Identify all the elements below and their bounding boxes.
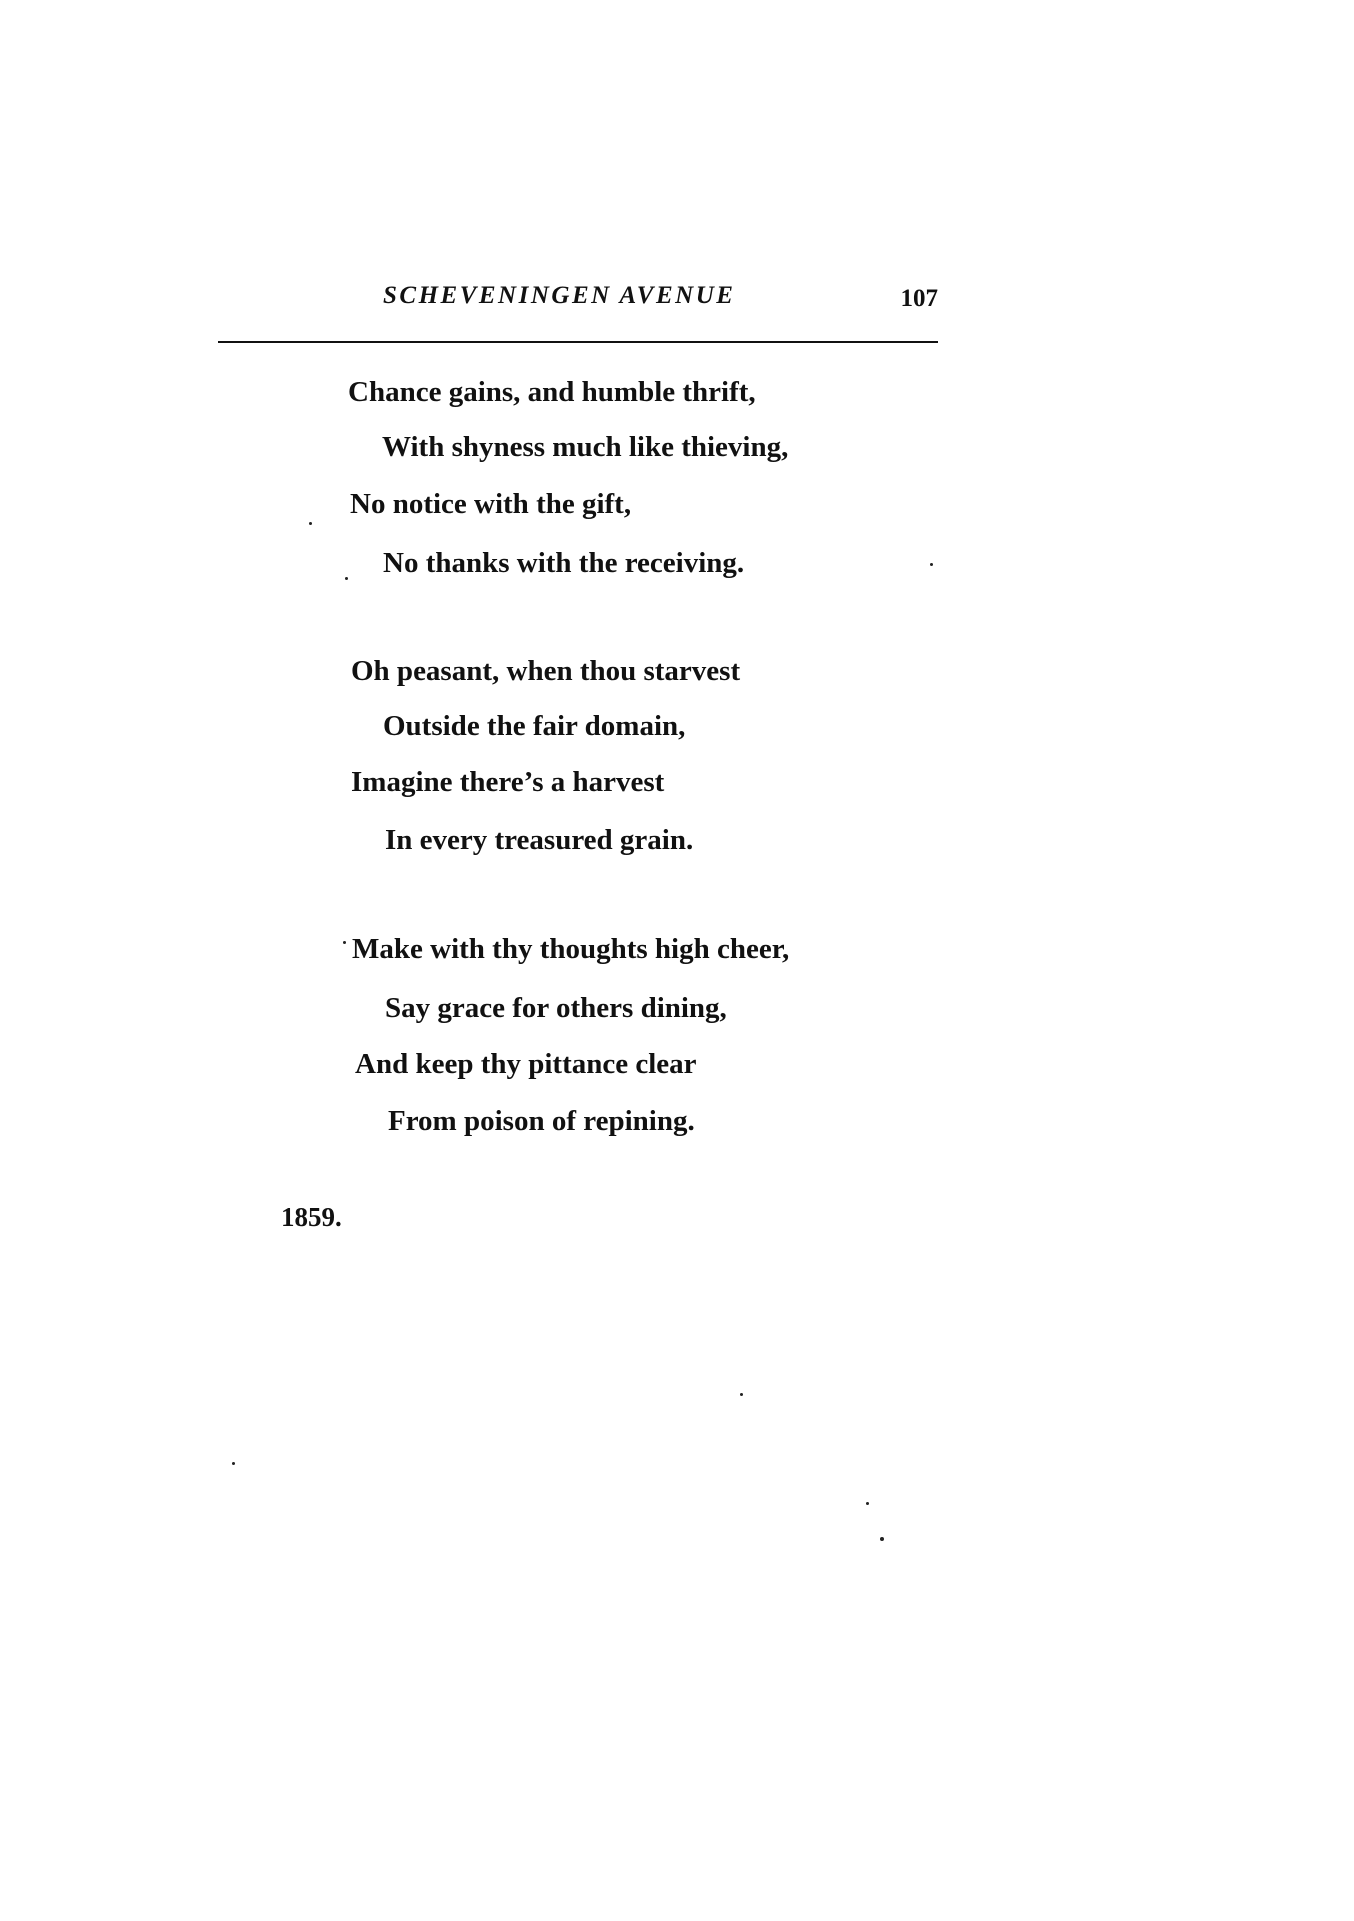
poem-line: No notice with the gift, (350, 488, 632, 520)
poem-line: Imagine there’s a harvest (351, 766, 665, 798)
poem-line: In every treasured grain. (385, 824, 694, 856)
header-rule (218, 341, 938, 343)
scan-speck (740, 1393, 743, 1396)
poem-line: Say grace for others dining, (385, 992, 727, 1024)
running-head (218, 282, 938, 322)
poem-line: Chance gains, and humble thrift, (348, 376, 756, 408)
scan-speck (309, 522, 312, 525)
poem-line: Outside the fair domain, (383, 710, 686, 742)
poem-line: With shyness much like thieving, (382, 431, 789, 463)
running-title: SCHEVENINGEN AVENUE (383, 282, 736, 309)
scan-speck (343, 941, 346, 944)
poem-line: Oh peasant, when thou starvest (351, 655, 741, 687)
scan-speck (232, 1462, 235, 1465)
poem-line: From poison of repining. (388, 1105, 695, 1137)
poem-line: And keep thy pittance clear (355, 1048, 697, 1080)
poem-line: No thanks with the receiving. (383, 547, 745, 579)
poem-line: Make with thy thoughts high cheer, (352, 933, 790, 965)
scan-speck (880, 1537, 884, 1541)
poem-date: 1859. (281, 1202, 342, 1232)
scan-speck (345, 577, 348, 580)
scan-speck (930, 563, 933, 566)
page-number: 107 (900, 285, 938, 312)
scan-speck (866, 1502, 869, 1505)
